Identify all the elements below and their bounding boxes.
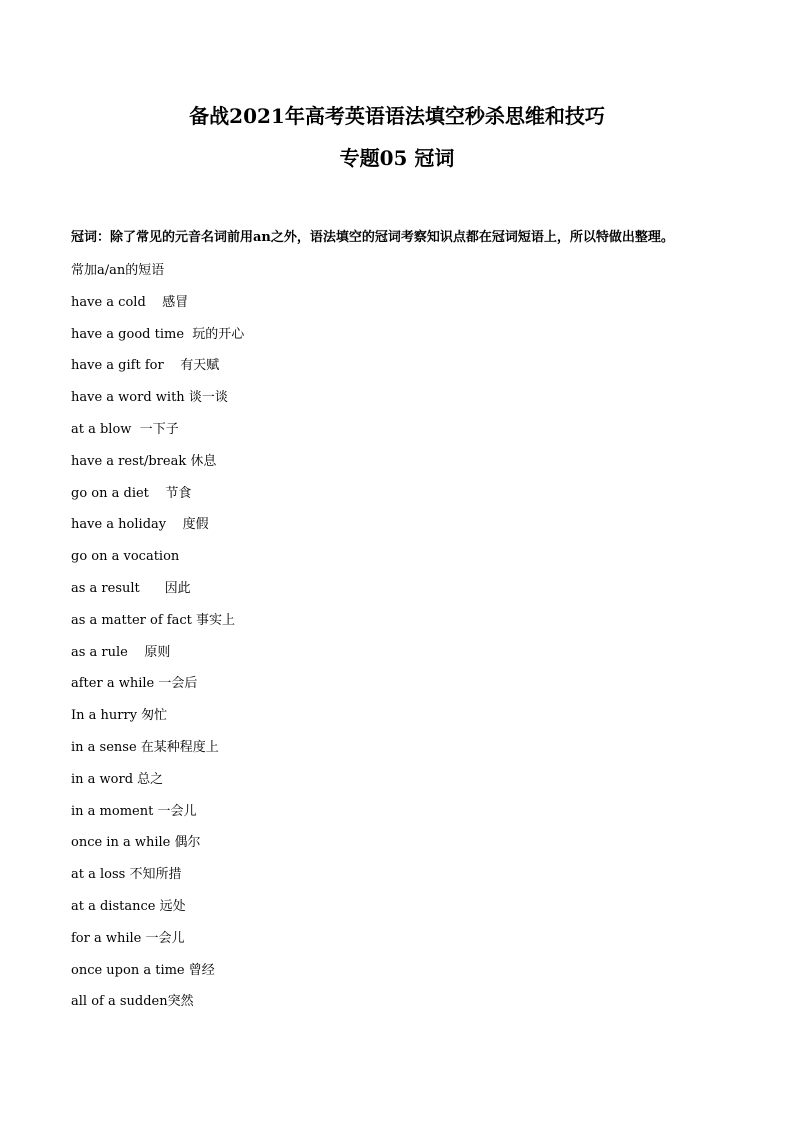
list-item: as a result 因此: [71, 580, 191, 596]
list-heading: 常加a/an的短语: [71, 263, 165, 278]
list-item: as a rule 原则: [71, 644, 171, 660]
document-title: 备战2021年高考英语语法填空秒杀思维和技巧: [189, 104, 605, 128]
intro-paragraph: 冠词：除了常见的元音名词前用an之外，语法填空的冠词考察知识点都在冠词短语上，所以特做出整理。: [71, 230, 674, 245]
list-item: after a while 一会后: [71, 676, 198, 692]
list-item: go on a vocation: [71, 549, 180, 565]
list-item: have a word with 谈一谈: [71, 390, 228, 406]
list-item: have a gift for 有天赋: [71, 358, 220, 374]
list-item: in a moment 一会儿: [71, 803, 197, 819]
list-item: have a rest/break 休息: [71, 453, 217, 469]
list-item: in a sense 在某种程度上: [71, 739, 219, 755]
list-item: have a good time 玩的开心: [71, 326, 245, 342]
list-item: go on a diet 节食: [71, 485, 192, 501]
list-item: all of a sudden突然: [71, 994, 194, 1010]
list-item: for a while 一会儿: [71, 930, 185, 946]
list-item: at a loss 不知所措: [71, 867, 182, 883]
list-item: In a hurry 匆忙: [71, 708, 168, 724]
list-item: at a distance 远处: [71, 898, 186, 914]
list-item: have a cold 感冒: [71, 294, 189, 310]
list-item: have a holiday 度假: [71, 517, 209, 533]
list-item: once upon a time 曾经: [71, 962, 215, 978]
document-subtitle: 专题05 冠词: [339, 146, 455, 170]
list-item: once in a while 偶尔: [71, 835, 201, 851]
list-item: as a matter of fact 事实上: [71, 612, 235, 628]
phrase-list: [71, 261, 244, 1024]
list-item: in a word 总之: [71, 771, 164, 787]
list-item: at a blow 一下子: [71, 421, 179, 437]
